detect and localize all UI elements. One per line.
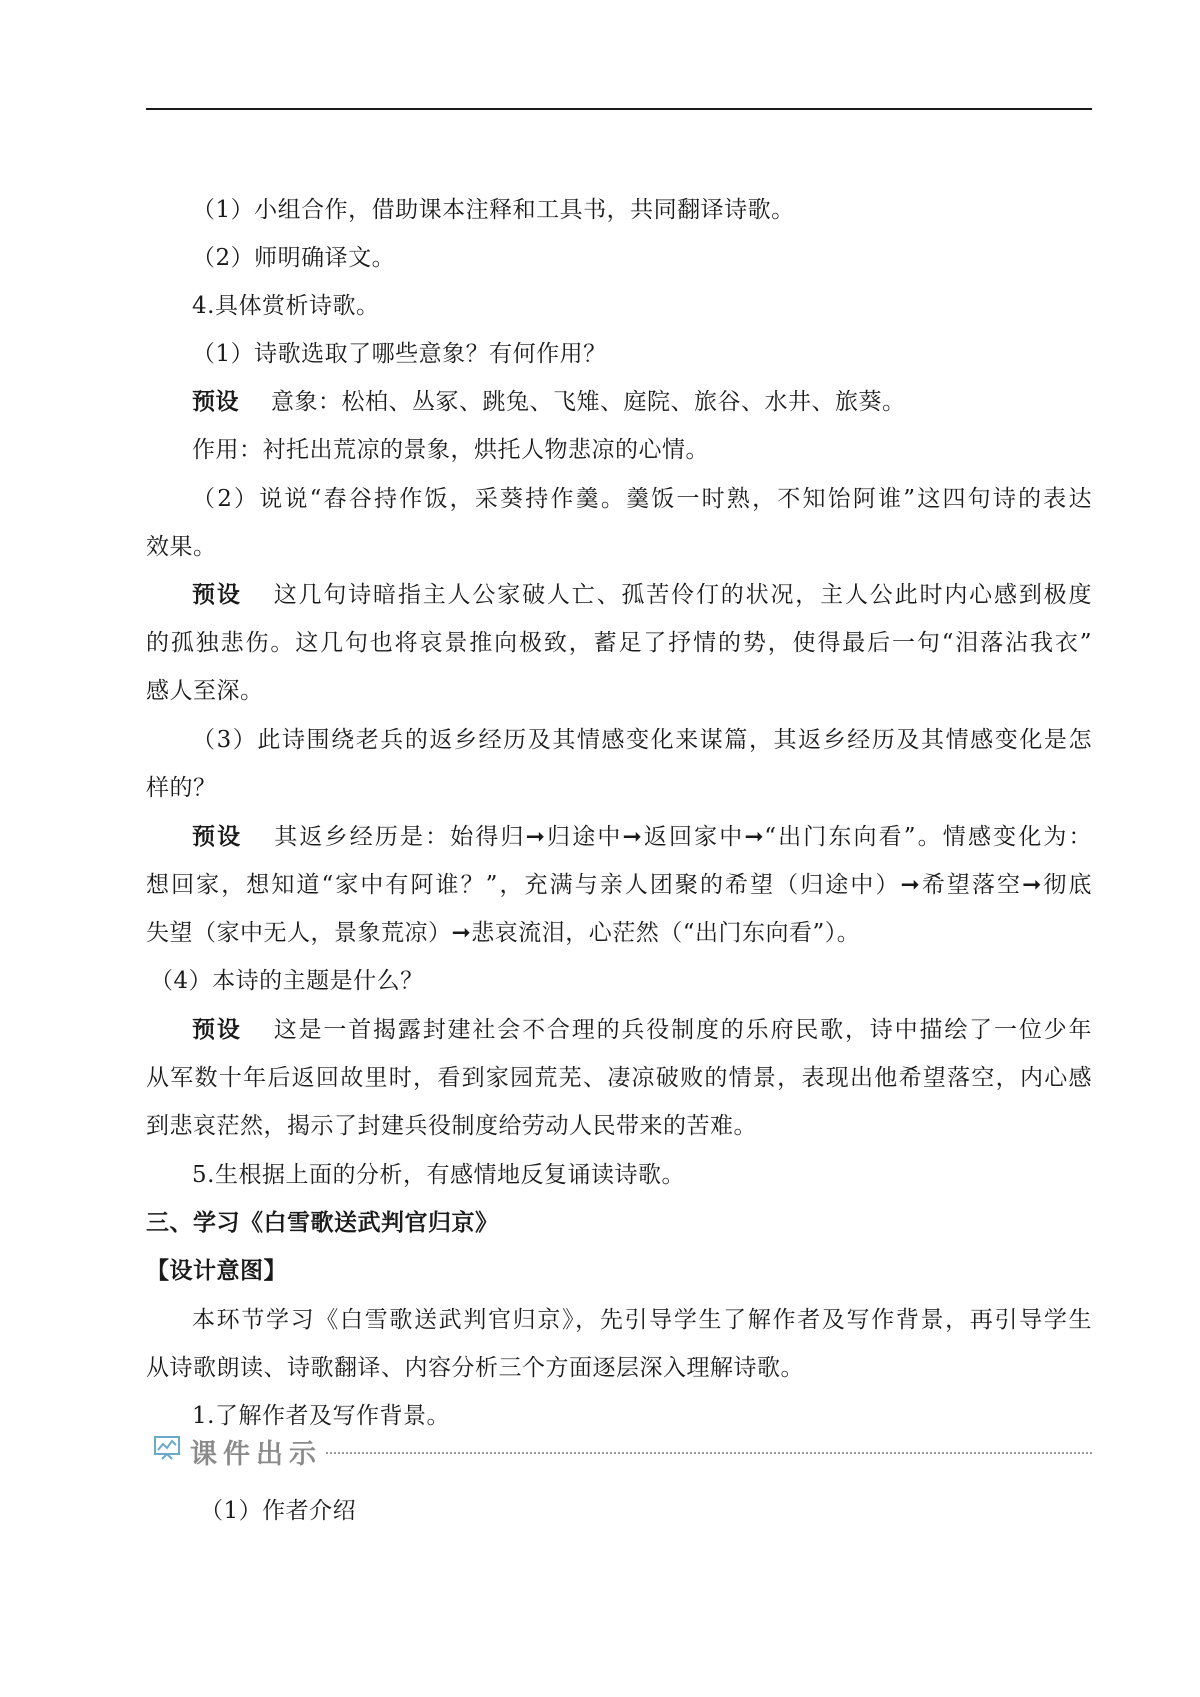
preset-structure — [192, 822, 1092, 852]
section-heading-baixue: 三、学习《白雪歌送武判官归京》 — [146, 1209, 499, 1236]
question-effect: （2）说说“舂谷持作饭，采葵持作羹。羹饭一时熟，不知饴阿谁”这四句诗的表达 — [192, 486, 1092, 512]
heading-appreciate: 4.具体赏析诗歌。 — [192, 293, 380, 319]
preset-text: 意象：松柏、丛冢、跳兔、飞雉、庭院、旅谷、水井、旅葵。 — [271, 389, 906, 415]
preset-effect — [192, 580, 1092, 610]
preset-structure-cont: 想回家，想知道“家中有阿谁？”，充满与亲人团聚的希望（归途中）➞希望落空➞彻底 — [146, 872, 1092, 898]
preset-tag: 预设 — [192, 823, 243, 850]
preset-effect-end: 感人至深。 — [146, 678, 264, 704]
question-theme: （4）本诗的主题是什么？ — [150, 968, 424, 994]
preset-text: 这几句诗暗指主人公家破人亡、孤苦伶仃的状况，主人公此时内心感到极度 — [273, 582, 1093, 608]
preset-tag: 预设 — [192, 581, 242, 608]
design-intent-cont: 从诗歌朗读、诗歌翻译、内容分析三个方面逐层深入理解诗歌。 — [146, 1355, 804, 1381]
preset-theme — [192, 1015, 1092, 1045]
step-recite: 5.生根据上面的分析，有感情地反复诵读诗歌。 — [192, 1162, 685, 1188]
question-structure-cont: 样的？ — [146, 775, 217, 801]
imagery-function: 作用：衬托出荒凉的景象，烘托人物悲凉的心情。 — [192, 437, 709, 463]
preset-tag: 预设 — [192, 388, 239, 415]
preset-tag: 预设 — [192, 1016, 242, 1043]
preset-imagery — [192, 387, 1092, 417]
step-translate-group: （1）小组合作，借助课本注释和工具书，共同翻译诗歌。 — [192, 197, 795, 223]
question-effect-cont: 效果。 — [146, 534, 217, 560]
courseware-label: 课件出示 — [190, 1439, 322, 1470]
preset-text: 其返乡经历是：始得归➞归途中➞返回家中➞“出门东向看”。情感变化为： — [274, 824, 1092, 850]
question-structure: （3）此诗围绕老兵的返乡经历及其情感变化来谋篇，其返乡经历及其情感变化是怎 — [192, 727, 1092, 753]
preset-theme-end: 到悲哀茫然，揭示了封建兵役制度给劳动人民带来的苦难。 — [146, 1113, 757, 1139]
design-intent-text: 本环节学习《白雪歌送武判官归京》，先引导学生了解作者及写作背景，再引导学生 — [192, 1307, 1092, 1333]
design-intent-heading: 【设计意图】 — [146, 1257, 287, 1284]
preset-text: 这是一首揭露封建社会不合理的兵役制度的乐府民歌，诗中描绘了一位少年 — [273, 1017, 1093, 1043]
preset-effect-cont: 的孤独悲伤。这几句也将哀景推向极致，蓄足了抒情的势，使得最后一句“泪落沾我衣” — [146, 630, 1092, 656]
step-teacher-translation: （2）师明确译文。 — [192, 245, 396, 271]
courseware-divider — [326, 1452, 1092, 1454]
courseware-bar — [150, 1430, 1092, 1470]
header-rule — [146, 108, 1092, 110]
presentation-chart-icon — [154, 1436, 180, 1460]
preset-structure-end: 失望（家中无人，景象荒凉）➞悲哀流泪，心茫然（“出门东向看”）。 — [146, 920, 861, 946]
step-author-background: 1.了解作者及写作背景。 — [192, 1403, 450, 1429]
preset-theme-cont: 从军数十年后返回故里时，看到家园荒芜、凄凉破败的情景，表现出他希望落空，内心感 — [146, 1065, 1092, 1091]
author-intro: （1）作者介绍 — [200, 1498, 357, 1524]
question-imagery: （1）诗歌选取了哪些意象？有何作用？ — [192, 341, 607, 367]
